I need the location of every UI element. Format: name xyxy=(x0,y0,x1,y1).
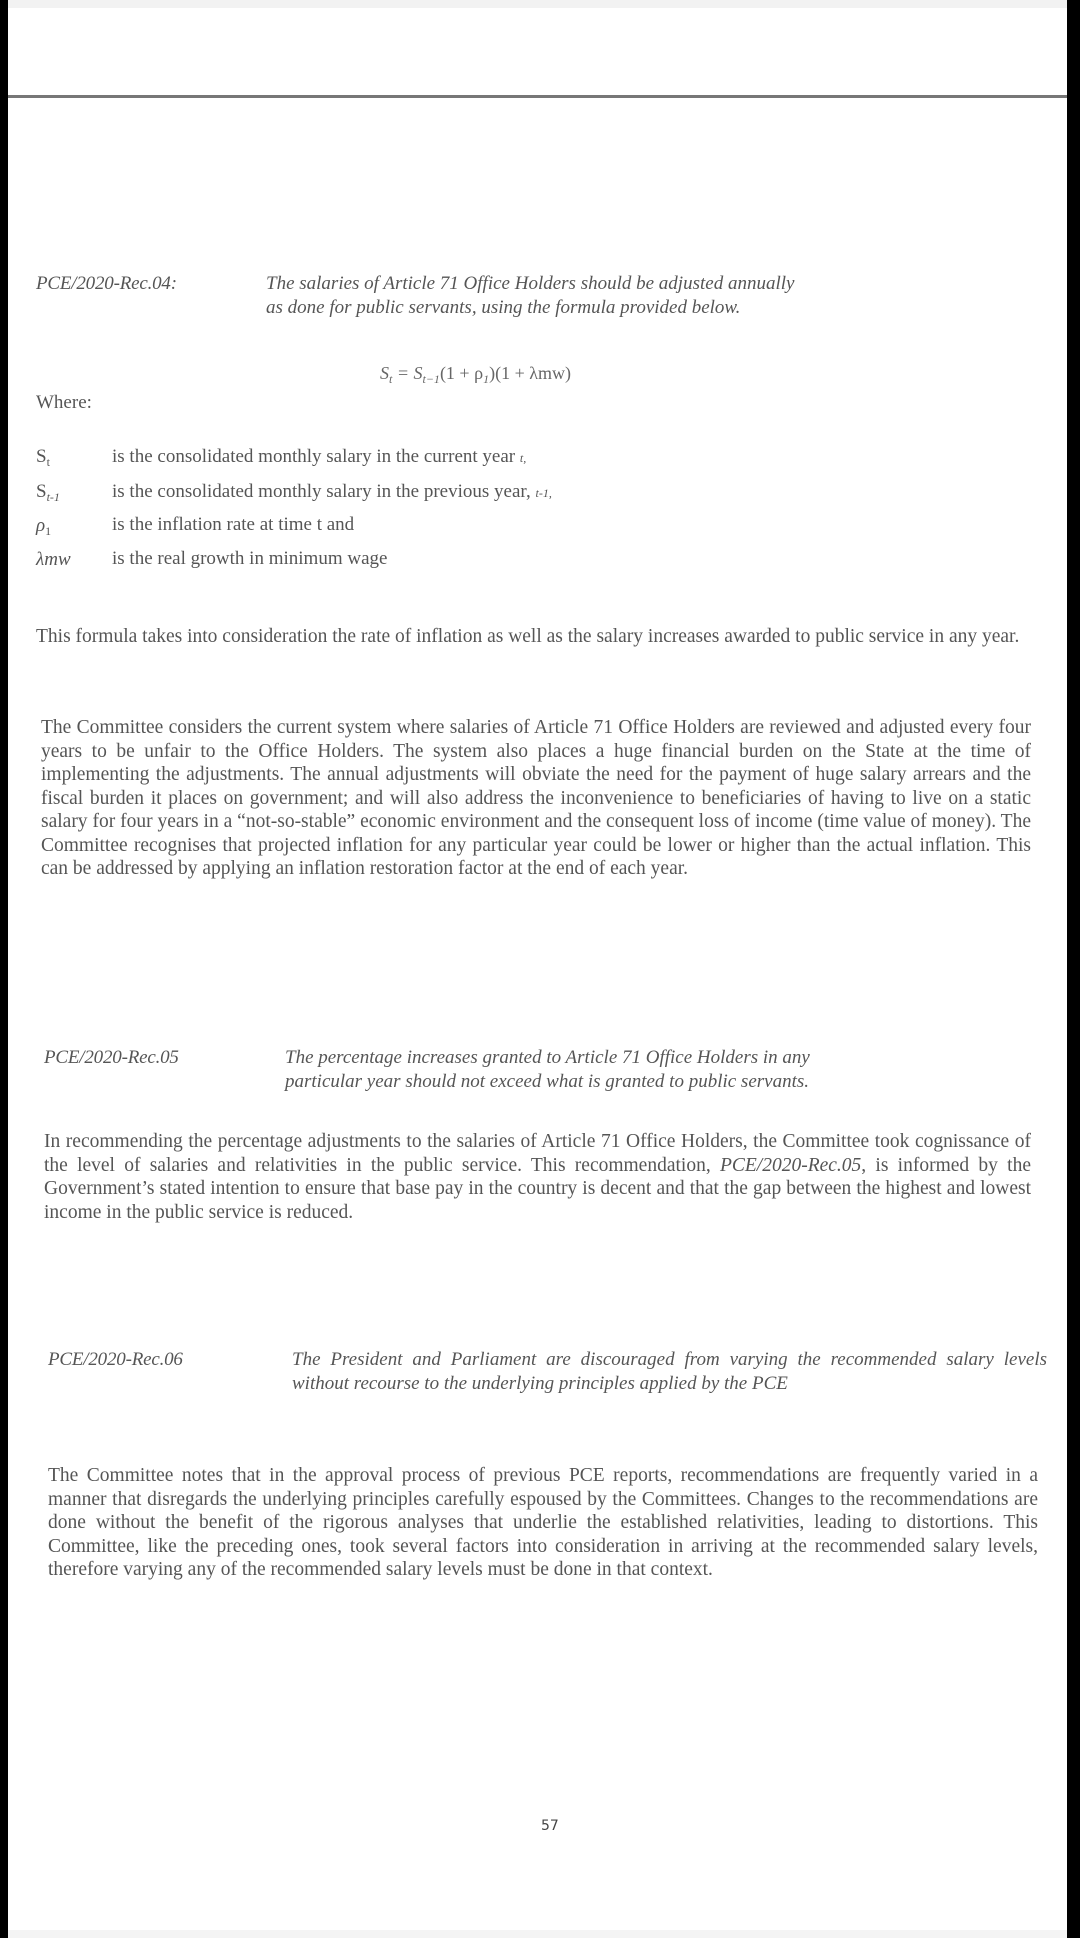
def-symbol-st1: $S_{t-1}$ xyxy=(36,481,60,504)
formula-eq: = S xyxy=(392,363,423,383)
bottom-edge xyxy=(8,1930,1067,1938)
formula-tail: )(1 + λmw) xyxy=(489,363,571,383)
document-page xyxy=(8,0,1067,1938)
formula-rhs-sub: t−1 xyxy=(422,372,440,386)
paragraph-rec05: In recommending the percentage adjustments to the salaries of Article 71 Office Holders, the Committee took cognissance of the level of salaries and relativities in the public service. This recommendation, PCE/2020-Rec.05, is informed by the Government’s stated intention to ensure that base pay in the country is decent and that the gap between the highest and lowest income in the public service is reduced. xyxy=(44,1131,1031,1223)
salary-formula xyxy=(380,363,571,387)
paragraph-committee: The Committee considers the current system where salaries of Article 71 Office Holders are reviewed and adjusted every four years to be unfair to the Office Holders. The system also places a huge financial burden on the State at the time of implementing the adjustments. The annual adjustments will obviate the need for the payment of huge salary arrears and the fiscal burden it places on government; and will also address the inconvenience to beneficiaries of having to live on a static salary for four years in a “not-so-stable” economic environment and the consequent loss of income (time value of money). The Committee recognises that projected inflation for any particular year could be lower or higher than the actual inflation. This can be addressed by applying an inflation restoration factor at the end of each year. xyxy=(41,717,1031,879)
rec06-text: The President and Parliament are discouraged from varying the recommended salary levels without recourse to the underlying principles applied by the PCE xyxy=(292,1349,1047,1394)
rec04-line2: as done for public servants, using the formula provided below. xyxy=(266,297,741,318)
rec04-text xyxy=(266,272,1026,320)
rec05-line1: The percentage increases granted to Article 71 Office Holders in any xyxy=(285,1047,810,1068)
where-label: Where: xyxy=(36,392,92,413)
def-text-st1: is the consolidated monthly salary in the previous year, t-1, xyxy=(112,481,552,502)
header-rule xyxy=(8,95,1067,98)
rec06-id: PCE/2020-Rec.06 xyxy=(48,1349,183,1370)
rec05-id: PCE/2020-Rec.05 xyxy=(44,1047,179,1068)
rec05-text xyxy=(285,1046,1045,1094)
formula-rest: (1 + ρ xyxy=(439,363,484,383)
paragraph-formula: This formula takes into consideration the rate of inflation as well as the salary increases awarded to public service in any year. xyxy=(36,626,1020,647)
rec05-reference: PCE/2020-Rec.05 xyxy=(719,1154,862,1176)
formula-rho-sub: 1 xyxy=(483,372,490,386)
paragraph-rec06: The Committee notes that in the approval process of previous PCE reports, recommendations are frequently varied in a manner that disregards the underlying principles carefully espoused by the Committees. Changes to the recommendations are done without the benefit of the rigorous analyses that underlie the established relativities, leading to distortions. This Committee, like the preceding ones, took several factors into consideration in arriving at the recommended salary levels, therefore varying any of the recommended salary levels must be done in that context. xyxy=(48,1465,1038,1580)
def-text-st: is the consolidated monthly salary in the current year t, xyxy=(112,446,527,467)
def-symbol-rho: $\rho_1$ xyxy=(36,515,52,538)
def-text-lambda: is the real growth in minimum wage xyxy=(112,548,388,569)
top-edge xyxy=(8,0,1067,8)
rec05-line2: particular year should not exceed what is granted to public servants. xyxy=(285,1071,810,1092)
def-symbol-st: $S_t$ xyxy=(36,446,50,469)
formula-lhs-sub: t xyxy=(389,372,393,386)
def-text-rho: is the inflation rate at time t and xyxy=(112,514,355,535)
formula-lhs: S xyxy=(380,363,389,383)
rec04-id: PCE/2020-Rec.04: xyxy=(36,273,177,294)
def-symbol-lambda: λmw xyxy=(36,549,71,570)
rec04-line1: The salaries of Article 71 Office Holders should be adjusted annually xyxy=(266,273,795,294)
page-number: 57 xyxy=(541,1818,559,1834)
